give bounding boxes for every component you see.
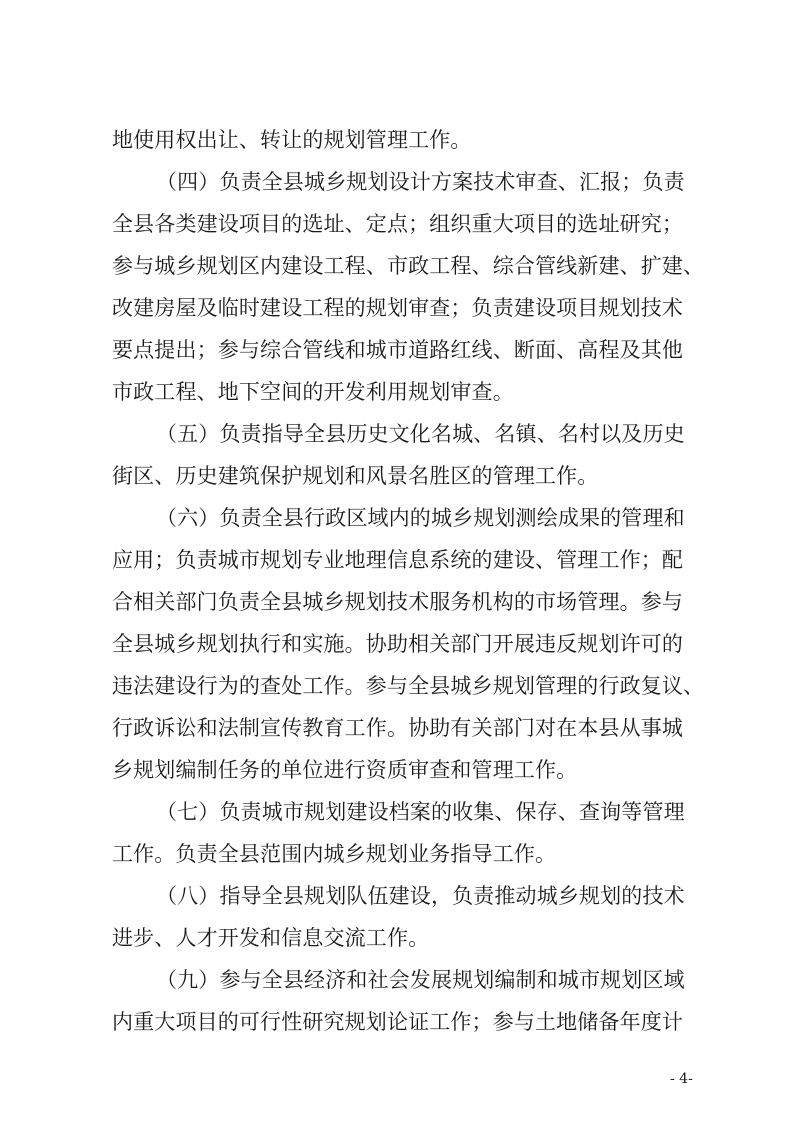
text-line-18: 工作。负责全县范围内城乡规划业务指导工作。	[112, 842, 557, 866]
text-line-17: （七）负责城市规划建设档案的收集、保存、查询等管理	[156, 800, 685, 824]
page-number: - 4-	[670, 1071, 693, 1087]
text-line-3: 全县各类建设项目的选址、定点；组织重大项目的选址研究；	[112, 212, 684, 236]
text-line-9: 街区、历史建筑保护规划和风景名胜区的管理工作。	[112, 464, 599, 488]
text-line-15: 行政诉讼和法制宣传教育工作。协助有关部门对在本县从事城	[112, 716, 684, 740]
text-line-20: 进步、人才开发和信息交流工作。	[112, 926, 430, 950]
text-line-19: （八）指导全县规划队伍建设，负责推动城乡规划的技术	[156, 884, 685, 908]
text-line-11: 应用；负责城市规划专业地理信息系统的建设、管理工作；配	[112, 548, 684, 572]
text-line-2: （四）负责全县城乡规划设计方案技术审查、汇报；负责	[156, 170, 685, 194]
text-line-7: 市政工程、地下空间的开发利用规划审查。	[112, 380, 514, 404]
text-line-22: 内重大项目的可行性研究规划论证工作；参与土地储备年度计	[112, 1010, 684, 1034]
text-line-5: 改建房屋及临时建设工程的规划审查；负责建设项目规划技术	[112, 296, 684, 320]
text-line-10: （六）负责全县行政区域内的城乡规划测绘成果的管理和	[156, 506, 685, 530]
text-line-12: 合相关部门负责全县城乡规划技术服务机构的市场管理。参与	[112, 590, 684, 614]
text-line-13: 全县城乡规划执行和实施。协助相关部门开展违反规划许可的	[112, 632, 684, 656]
text-line-21: （九）参与全县经济和社会发展规划编制和城市规划区域	[156, 968, 685, 992]
text-line-4: 参与城乡规划区内建设工程、市政工程、综合管线新建、扩建、	[112, 254, 705, 278]
text-line-16: 乡规划编制任务的单位进行资质审查和管理工作。	[112, 758, 578, 782]
text-line-8: （五）负责指导全县历史文化名城、名镇、名村以及历史	[156, 422, 685, 446]
text-line-14: 违法建设行为的查处工作。参与全县城乡规划管理的行政复议、	[112, 674, 705, 698]
text-line-6: 要点提出；参与综合管线和城市道路红线、断面、高程及其他	[112, 338, 684, 362]
text-line-1: 地使用权出让、转让的规划管理工作。	[112, 128, 472, 152]
